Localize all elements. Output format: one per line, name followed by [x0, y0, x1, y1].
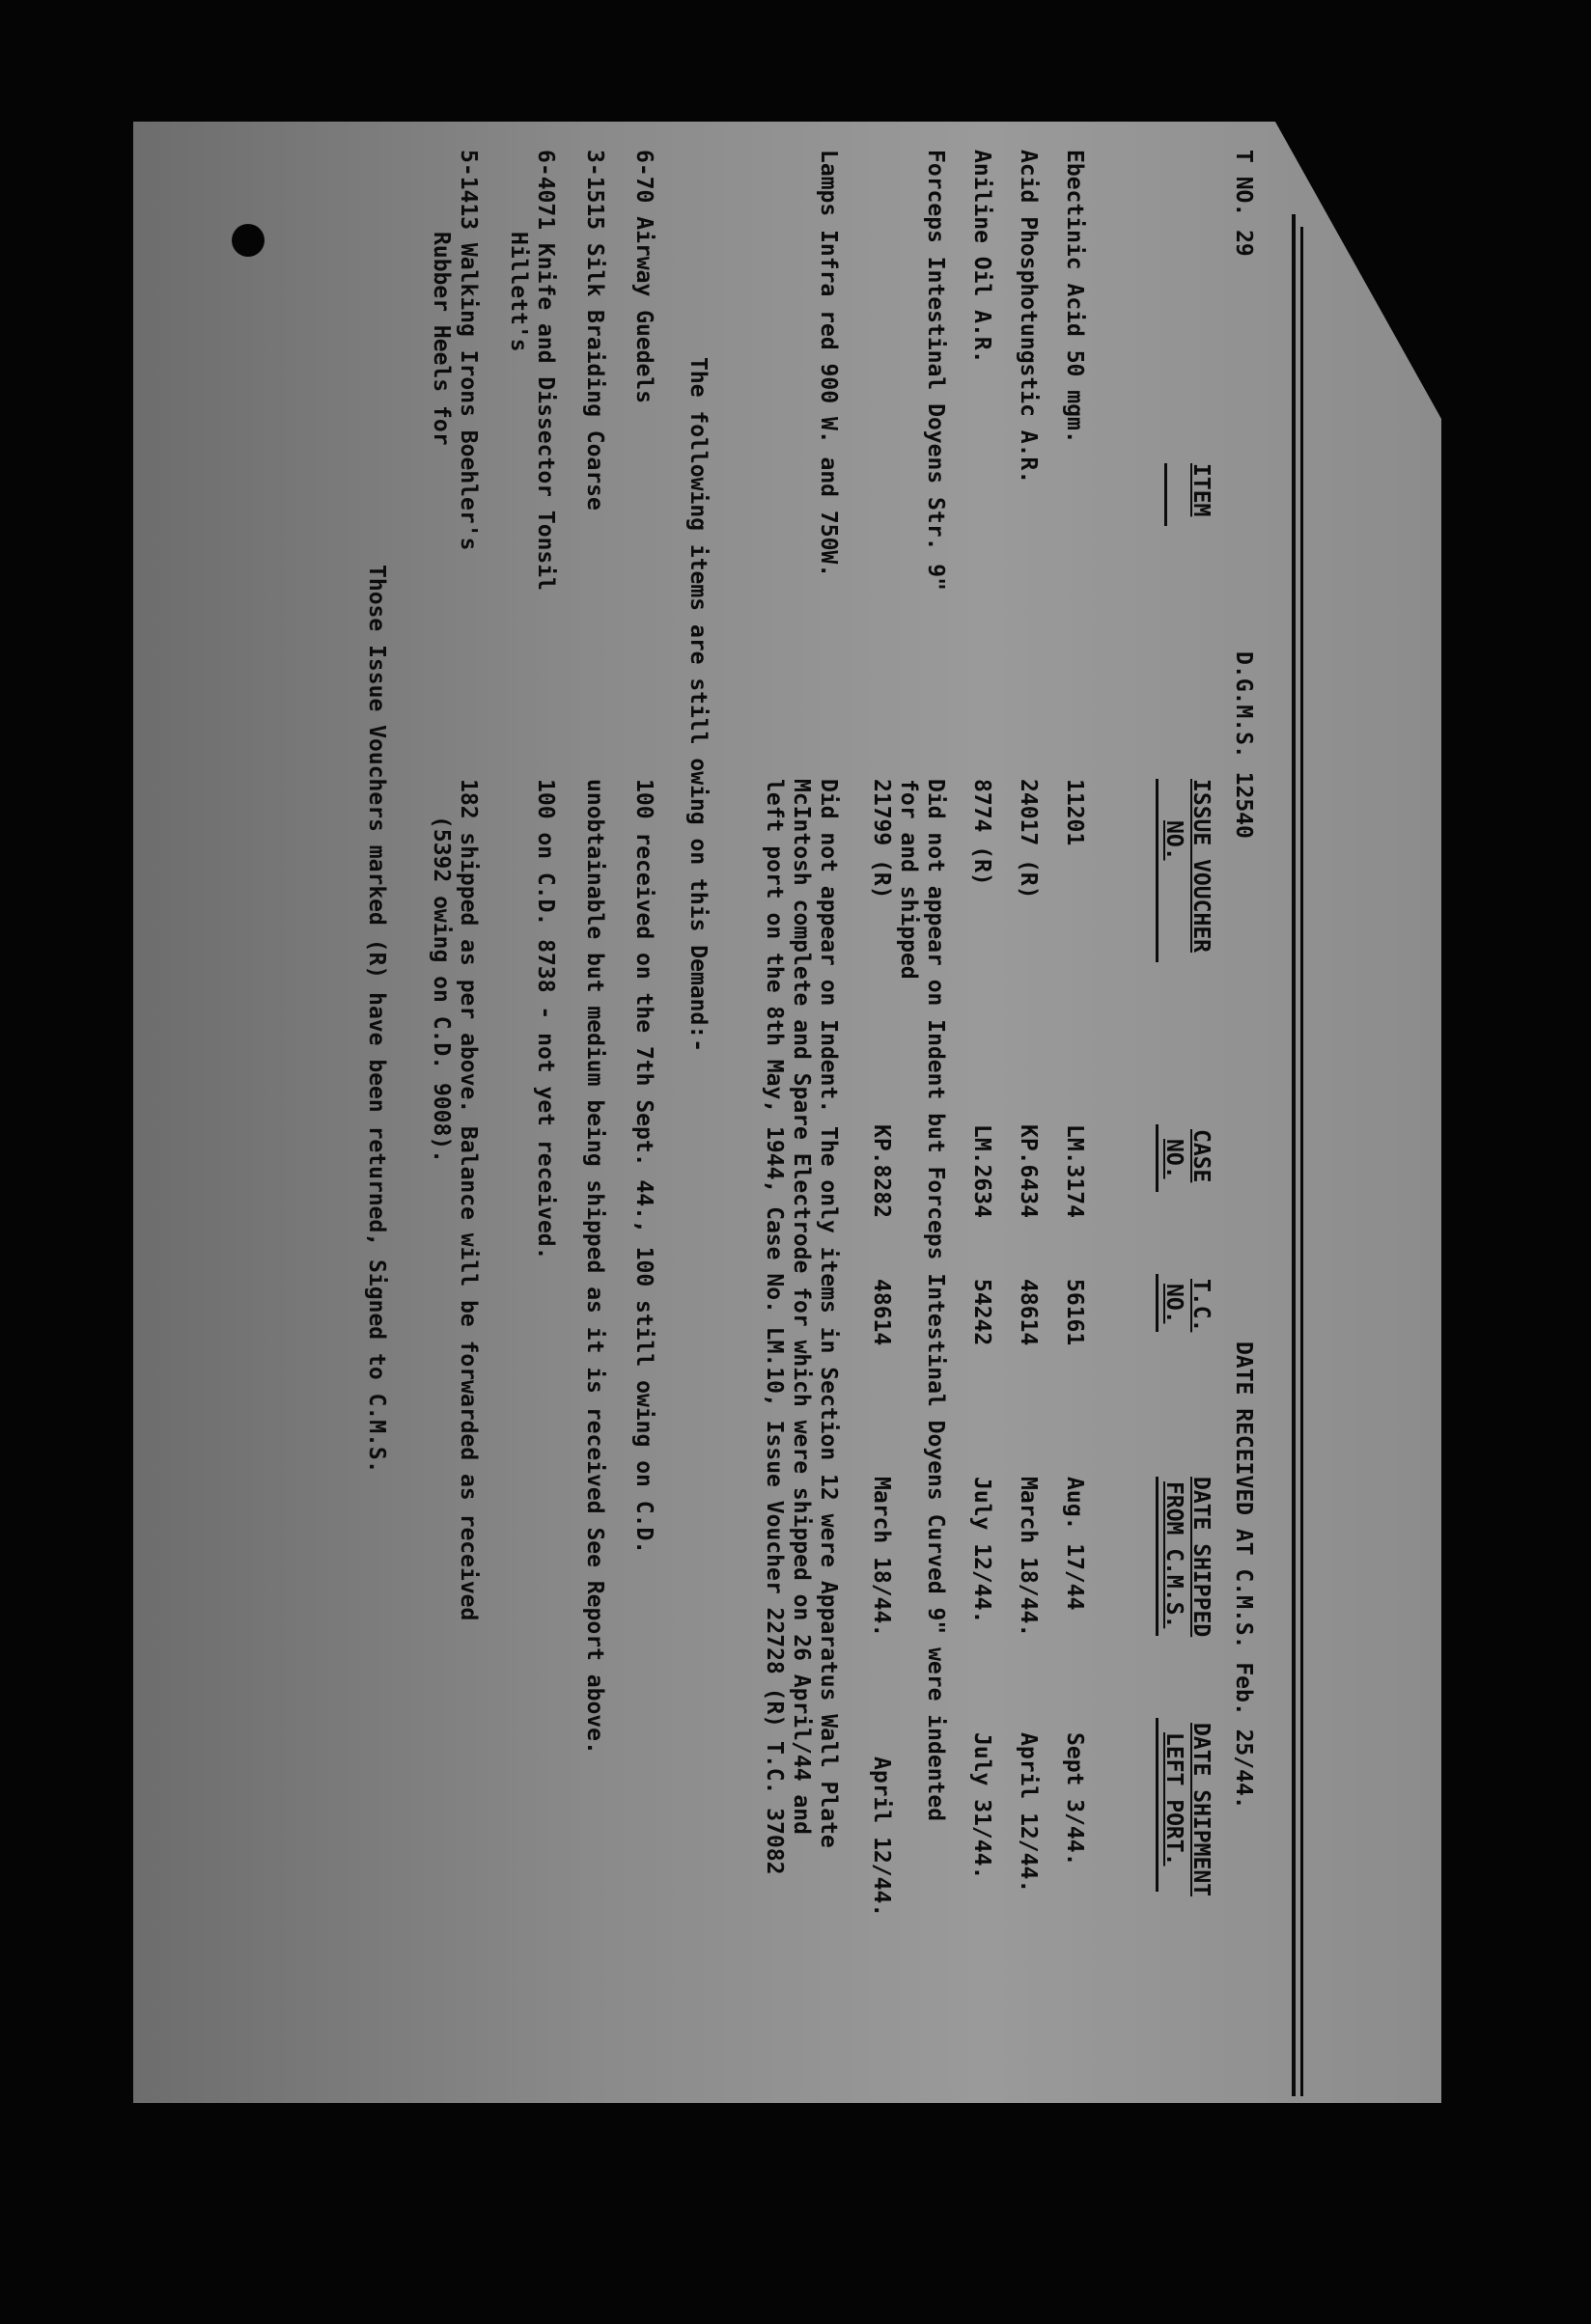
column-header-case-no: NO.	[1161, 1139, 1186, 1179]
border-rule-outer	[1292, 214, 1296, 2096]
header-underline-left-port	[1156, 1718, 1158, 1892]
row-case: KP.6434	[1016, 1124, 1041, 1218]
row-voucher: 24017 (R)	[1016, 779, 1041, 899]
forceps-note-line-1: Did not appear on Indent but Forceps Intestinal Doyens Curved 9" were indented	[923, 779, 948, 1822]
date-received: DATE RECEIVED AT C.M.S. Feb. 25/44.	[1231, 1342, 1256, 1810]
column-header-left-port-2: LEFT PORT.	[1161, 1732, 1186, 1867]
row-item: Ebectinic Acid 50 mgm.	[1062, 150, 1087, 444]
row-tc: 48614	[1016, 1279, 1041, 1346]
row-shipped: March 18/44.	[1016, 1477, 1041, 1638]
row-shipped: Aug. 17/44	[1062, 1477, 1087, 1611]
header-underline-tc	[1156, 1274, 1158, 1332]
owing-item-line-2: Hillett's	[506, 232, 531, 352]
row-item: Aniline Oil A.R.	[969, 150, 994, 364]
owing-note: 100 received on the 7th Sept. 44., 100 still owing on C.D.	[631, 779, 656, 1555]
document-content	[137, 150, 1257, 1983]
owing-heading: The following items are still owing on this Demand:-	[685, 357, 711, 1053]
header-underline-voucher	[1156, 779, 1158, 962]
column-header-tc-no: NO.	[1161, 1284, 1186, 1324]
lamps-note-line-2: McIntosh complete and Spare Electrode for which were shipped on 26 April/44 and	[789, 779, 814, 1835]
owing-item: 6-70 Airway Guedels	[631, 150, 656, 404]
header-underline-shipped	[1156, 1477, 1158, 1636]
owing-item: 6-4071 Knife and Dissector Tonsil	[533, 150, 558, 591]
row-item: Acid Phosphotungstic A.R.	[1016, 150, 1041, 484]
forceps-tc: 48614	[869, 1279, 894, 1346]
owing-note: 182 shipped as per above. Balance will be forwarded as received	[456, 779, 481, 1621]
row-left-port: April 12/44.	[1016, 1732, 1041, 1894]
forceps-left-port: April 12/44.	[869, 1757, 894, 1918]
column-header-item: ITEM	[1188, 463, 1214, 517]
owing-note: 100 on C.D. 8738 - not yet received.	[533, 779, 558, 1260]
row-case: LM.2634	[969, 1124, 994, 1218]
row-voucher: 8774 (R)	[969, 779, 994, 886]
column-header-shipped: DATE SHIPPED	[1188, 1477, 1214, 1638]
border-rule-inner	[1300, 227, 1303, 2096]
dgms-number: D.G.M.S. 12540	[1231, 651, 1256, 839]
item-number: T NO. 29	[1231, 150, 1256, 257]
column-header-tc: T.C.	[1188, 1279, 1214, 1333]
row-shipped: July 12/44.	[969, 1477, 994, 1624]
forceps-case: KP.8282	[869, 1124, 894, 1218]
header-underline-case	[1156, 1124, 1158, 1192]
header-underline-item	[1164, 463, 1167, 526]
owing-note-line-2: (5392 owing on C.D. 9008).	[429, 816, 454, 1164]
owing-note: unobtainable but medium being shipped as it is received See Report above.	[582, 779, 607, 1755]
footer-note: Those Issue Vouchers marked (R) have been returned, Signed to C.M.S.	[364, 565, 389, 1474]
row-tc: 54242	[969, 1279, 994, 1346]
column-header-voucher-no: NO.	[1161, 820, 1186, 861]
row-left-port: Sept 3/44.	[1062, 1732, 1087, 1867]
lamps-item: Lamps Infra red 900 W. and 750W.	[816, 150, 841, 578]
row-voucher: 11201	[1062, 779, 1087, 846]
lamps-note-line-3: left port on the 8th May, 1944, Case No. LM.10, Issue Voucher 22728 (R) T.C. 37082	[762, 779, 787, 1875]
forceps-note-line-2: for and shipped	[896, 779, 921, 980]
column-header-shipped-from: FROM C.M.S.	[1161, 1481, 1186, 1629]
row-tc: 56161	[1062, 1279, 1087, 1346]
owing-item: 3-1515 Silk Braiding Coarse	[582, 150, 607, 511]
column-header-case: CASE	[1188, 1129, 1214, 1183]
owing-item: 5-1413 Walking Irons Boehler's	[456, 150, 481, 551]
column-header-voucher: ISSUE VOUCHER	[1188, 779, 1214, 954]
owing-item-line-2: Rubber Heels for	[429, 232, 454, 446]
forceps-item: Forceps Intestinal Doyens Str. 9"	[923, 150, 948, 591]
forceps-shipped: March 18/44.	[869, 1477, 894, 1638]
lamps-note-line-1: Did not appear on Indent. The only items in Section 12 were Apparatus Wall Plate	[816, 779, 841, 1848]
column-header-left-port: DATE SHIPMENT	[1188, 1723, 1214, 1897]
row-left-port: July 31/44.	[969, 1732, 994, 1880]
row-case: LM.3174	[1062, 1124, 1087, 1218]
forceps-voucher: 21799 (R)	[869, 779, 894, 899]
